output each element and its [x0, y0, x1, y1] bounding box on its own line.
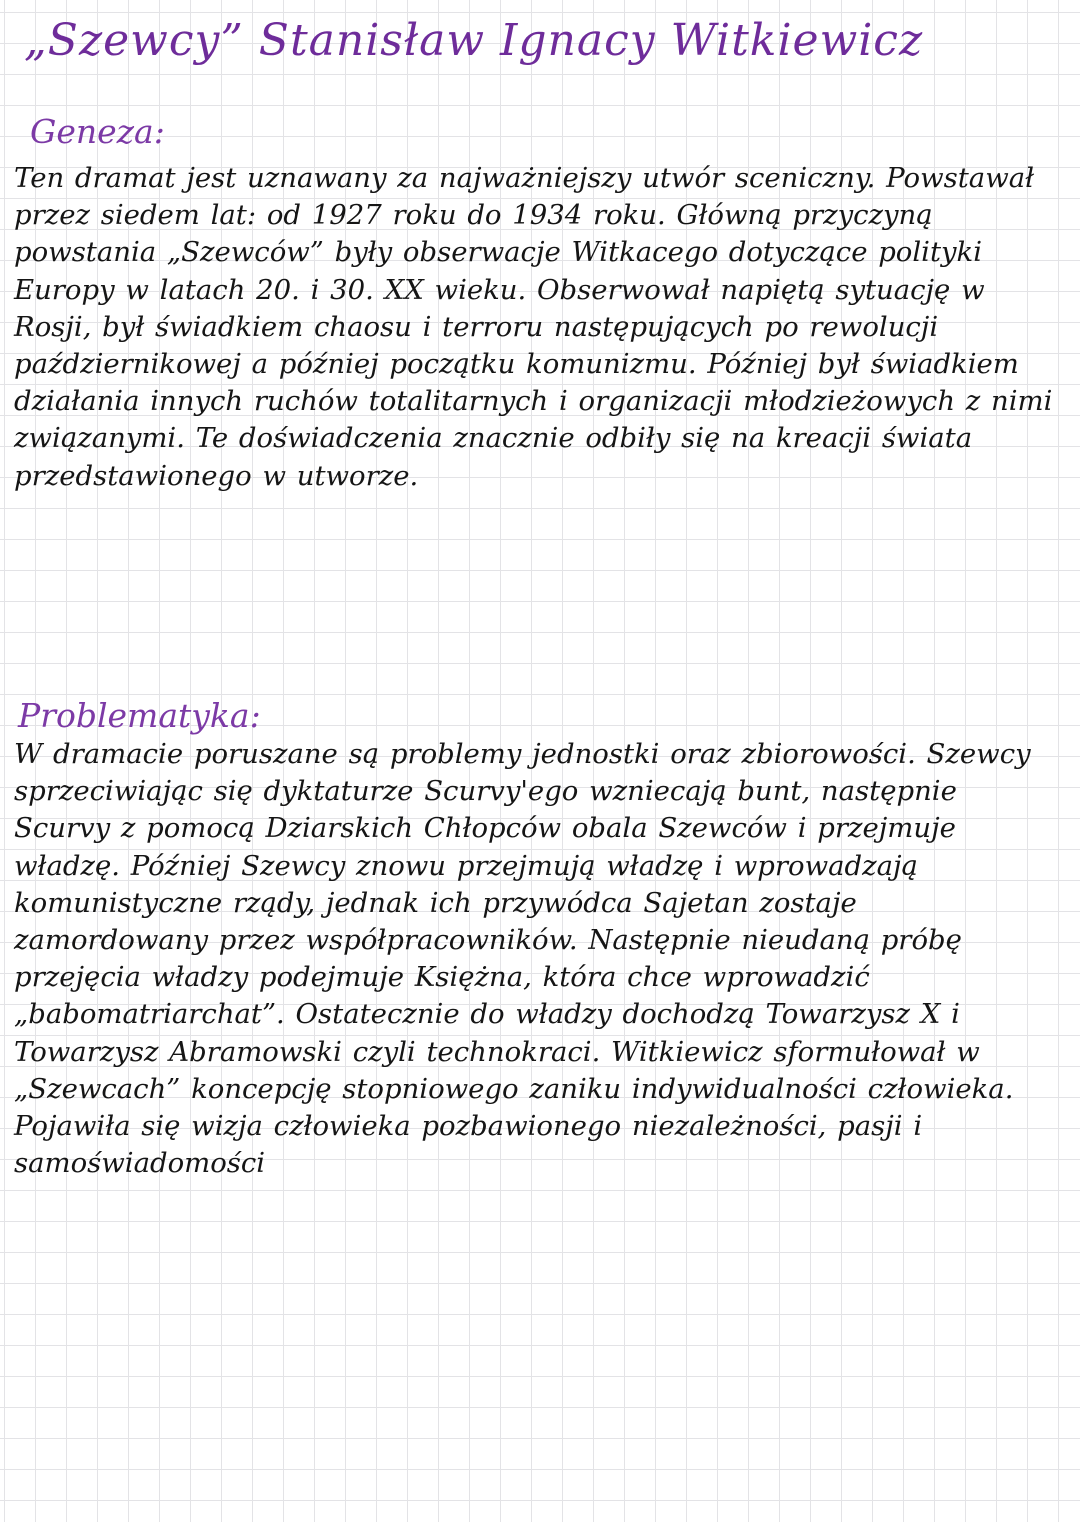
section-heading-genesis: Geneza:: [30, 112, 165, 151]
section-text-problems: W dramacie poruszane są problemy jednostki oraz zbiorowości. Szewcy sprzeciwiając się dyktaturze Scurvy'ego wzniecają bunt, następnie Scurvy z pomocą Dziarskich Chłopców obala Szewców i przejmuje władzę. Później Szewcy znowu przejmują władzę i wprowadzają komunistyczne rządy, jednak ich przywódca Sajetan zostaje zamordowany przez współpracowników. Następnie nieudaną próbę przejęcia władzy podejmuje Księżna, która chce wprowadzić „babomatriarchat”. Ostatecznie do władzy dochodzą Towarzysz X i Towarzysz Abramowski czyli technokraci. Witkiewicz sformułował w „Szewcach” koncepcję stopniowego zaniku indywidualności człowieka. Pojawiła się wizja człowieka pozbawionego niezależności, pasji i samoświadomości: [14, 738, 1031, 1180]
section-text-genesis: Ten dramat jest uznawany za najważniejszy utwór sceniczny. Powstawał przez siedem lat: od 1927 roku do 1934 roku. Główną przyczyną powstania „Szewców” były obserwacje Witkacego dotyczące polityki Europy w latach 20. i 30. XX wieku. Obserwował napiętą sytuację w Rosji, był świadkiem chaosu i terroru następujących po rewolucji październikowej a później początku komunizmu. Później był świadkiem działania innych ruchów totalitarnych i organizacji młodzieżowych z nimi związanymi. Te doświadczenia znacznie odbiły się na kreacji świata przedstawionego w utworze.: [14, 162, 1053, 492]
section-heading-problems: Problematyka:: [18, 696, 261, 735]
page-title: „Szewcy” Stanisław Ignacy Witkiewicz: [24, 15, 924, 66]
